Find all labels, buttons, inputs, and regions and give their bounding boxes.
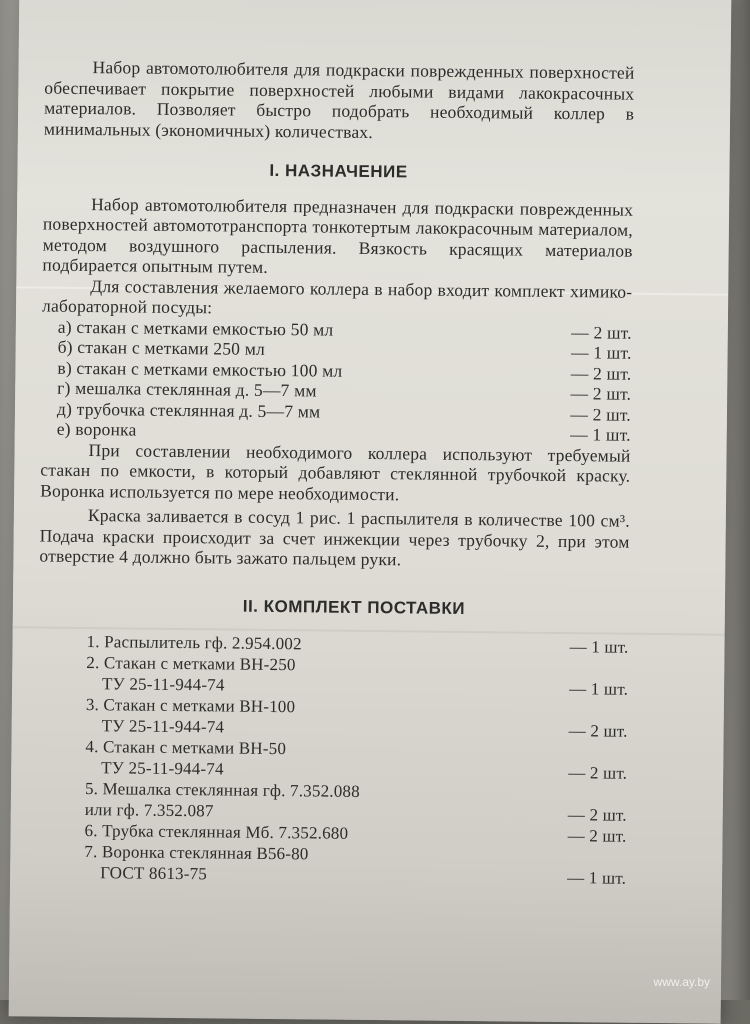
item-qty: — 1 шт.: [570, 424, 631, 445]
instruction-sheet: [9, 0, 732, 1024]
section-2-title: II. КОМПЛЕКТ ПОСТАВКИ: [242, 596, 466, 618]
supply-item-name: 2. Стакан с метками ВН-250: [86, 653, 296, 675]
supply-item-name: 6. Трубка стеклянная Мб. 7.352.680: [84, 821, 349, 843]
supply-item-spec: ТУ 25-11-944-74: [101, 716, 225, 737]
item-text: г) мешалка стеклянная д. 5—7 мм: [57, 377, 317, 401]
document-body: [36, 57, 635, 889]
intro-paragraph: Набор автомотолюбителя для подкраски поврежденных поверхностей обеспечивает покрытие поверхностей любыми видами лакокрасочных материалов. Позволяет быстро подобрать необходимый коллер в минимальных (экономичных) количествах.: [43, 57, 635, 142]
item-text: а) стакан с метками емкостью 50 мл: [57, 316, 334, 340]
supply-item-qty: — 2 шт.: [567, 826, 627, 846]
item-qty: — 2 шт.: [570, 362, 632, 384]
supply-item: [37, 736, 627, 784]
supply-item-name: 5. Мешалка стеклянная гф. 7.352.088: [84, 779, 360, 801]
supply-list: [36, 631, 629, 889]
supply-item: [36, 841, 626, 889]
section-1-paragraph: Краска заливается в сосуд 1 рис. 1 распылителя в количестве 100 см³. Подача краски происходит за счет инжекции через трубочку 2, при этом отверстие 4 должно быть зажато пальцем руки.: [39, 505, 630, 570]
supply-item-name: 1. Распылитель гф. 2.954.002: [86, 632, 302, 654]
supply-item-spec: ТУ 25-11-944-74: [101, 758, 224, 779]
supply-item-name: 4. Стакан с метками ВН-50: [85, 737, 287, 759]
supply-item-qty: — 1 шт.: [569, 637, 629, 657]
supply-item-qty: — 1 шт.: [567, 868, 627, 888]
section-1-paragraph: При составлении необходимого коллера используют требуемый стакан по емкости, в который добавляют стеклянной трубочкой краску. Воронка используется по мере необходимости.: [40, 439, 631, 504]
section-1-title: I. НАЗНАЧЕНИЕ: [269, 160, 408, 182]
supply-item: [37, 778, 627, 826]
supply-item-spec: ГОСТ 8613-75: [100, 863, 208, 884]
supply-item: [38, 652, 628, 700]
supply-item: [38, 694, 628, 742]
supply-item-spec: или гф. 7.352.087: [84, 800, 214, 821]
item-text: е) воронка: [56, 418, 137, 440]
watermark: www.ay.by: [653, 975, 710, 989]
supply-item-qty: — 2 шт.: [568, 763, 628, 783]
glassware-list: [41, 316, 632, 445]
item-qty: — 2 шт.: [571, 321, 632, 343]
supply-item-qty: — 2 шт.: [567, 805, 627, 825]
item-text: б) стакан с метками 250 мл: [57, 336, 266, 359]
item-qty: — 2 шт.: [570, 403, 632, 425]
item-qty: — 1 шт.: [570, 342, 632, 363]
supply-item-qty: — 1 шт.: [569, 679, 629, 699]
item-text: в) стакан с метками емкостью 100 мл: [57, 357, 343, 381]
section-1-paragraph: Набор автомотолюбителя предназначен для подкраски поврежденных поверхностей автомототранспорта тонкотертым лакокрасочным материалом, методом воздушного распыления. Вязкость красящих материалов подбирается опытным путем.: [42, 193, 634, 277]
supply-item-name: 7. Воронка стеклянная В56-80: [84, 842, 309, 864]
supply-item-name: 3. Стакан с метками ВН-100: [85, 695, 296, 717]
section-1-paragraph: Для составления желаемого коллера в набор входит комплект химико-лабораторной посуды:: [41, 275, 633, 318]
item-text: д) трубочка стеклянная д. 5—7 мм: [56, 398, 321, 421]
supply-item-spec: ТУ 25-11-944-74: [102, 674, 225, 695]
supply-item-qty: — 2 шт.: [568, 721, 628, 741]
item-qty: — 2 шт.: [570, 383, 632, 404]
